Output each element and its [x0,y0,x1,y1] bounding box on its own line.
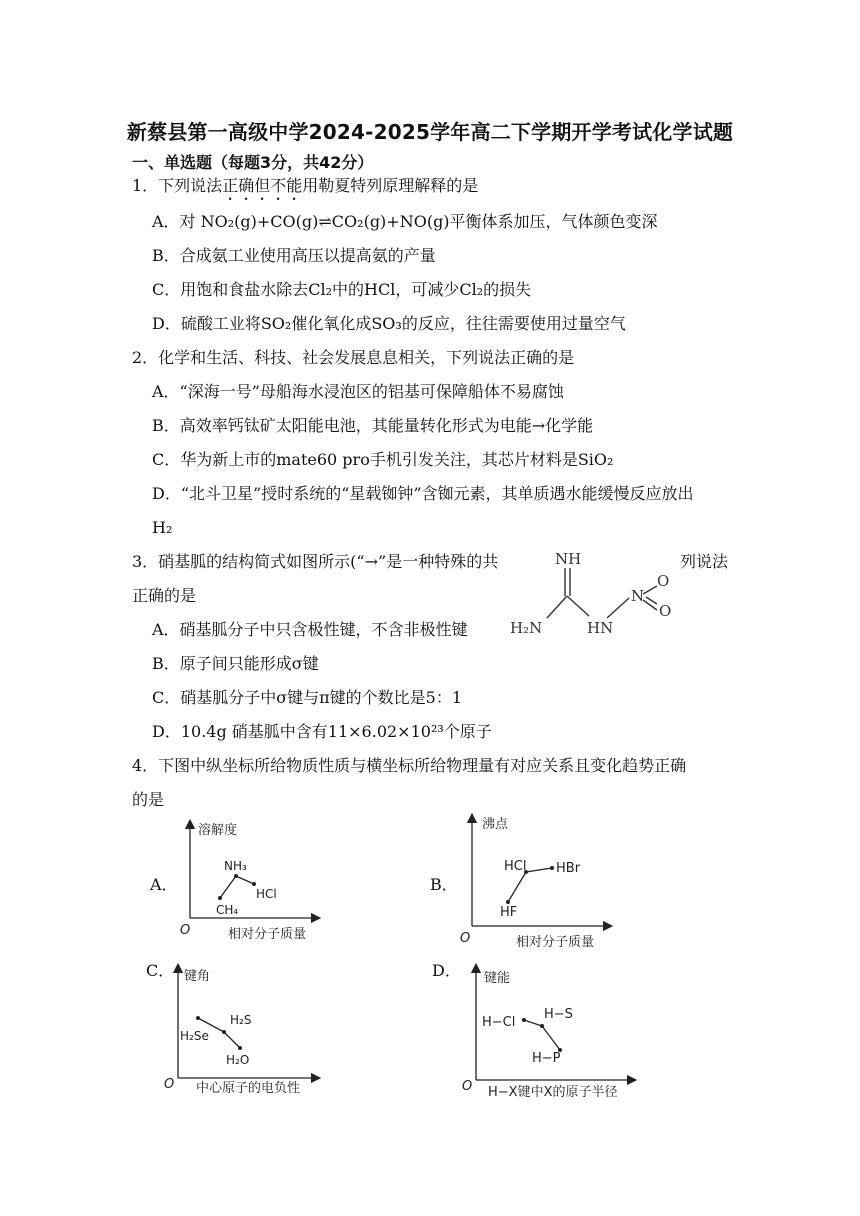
chart-d-label: D． [432,961,461,980]
chart-a-point-nh3 [234,874,238,878]
chart-c-xlabel: 中心原子的电负性 [196,1081,301,1096]
chart-a-xlabel: 相对分子质量 [228,927,307,942]
chart-a-label-hcl: HCl [256,887,277,901]
question-4-stem-line2: 的是 [132,790,165,809]
chart-c-point-h2s [222,1030,226,1034]
nitroguanidine-structure [505,544,675,644]
chart-b-label: B． [430,875,458,894]
question-2-option-c: C．华为新上市的mate60 pro手机引发关注，其芯片材料是SiO₂ [152,450,614,469]
chart-d-point-hs [540,1024,544,1028]
structure-label-h2n: H₂N [510,619,543,637]
chart-d-point-hcl [522,1018,526,1022]
chart-d-ylabel: 键能 [484,971,511,986]
chart-a-point-ch4 [218,896,222,900]
chart-c-label-h2se: H₂Se [180,1029,209,1043]
chart-a-label: A． [150,875,178,894]
chart-b-label-hcl: HCl [504,859,527,874]
question-2-option-d-continued: H₂ [152,518,173,537]
chart-c-origin: O [164,1077,175,1092]
chart-b [452,812,622,956]
chart-a-point-hcl [252,882,256,886]
chart-d-label-hp: H−P [532,1051,561,1066]
chart-b-label-hbr: HBr [556,861,581,876]
chart-c-label-h2s: H₂S [230,1013,252,1027]
chart-d-origin: O [462,1079,473,1094]
chart-c-point-h2se [196,1016,200,1020]
chart-b-point-hbr [550,866,554,870]
chart-d [456,962,646,1106]
chart-b-ylabel: 沸点 [482,817,509,832]
question-1-option-d: D．硫酸工业将SO₂催化氧化成SO₃的反应，往往需要使用过量空气 [152,314,626,333]
question-2-option-a: A．“深海一号”母船海水浸泡区的铝基可保障船体不易腐蚀 [152,382,564,401]
structure-label-n: N [631,587,645,605]
structure-label-hn: HN [587,619,614,637]
chart-a [172,818,332,952]
chart-c-ylabel: 键角 [184,969,211,984]
structure-label-o-bottom: O [659,602,672,620]
structure-label-o-top: O [657,572,670,590]
chart-a-origin: O [180,923,191,938]
chart-d-xlabel: H−X键中X的原子半径 [488,1085,618,1100]
section-heading: 一、单选题（每题3分，共42分） [132,153,374,172]
chart-a-label-ch4: CH₄ [216,903,239,917]
chart-b-label-hf: HF [500,905,518,920]
chart-a-ylabel: 溶解度 [198,823,238,838]
chart-d-label-hcl: H−Cl [482,1015,516,1030]
question-1-stem: 1．下列说法正确但不能用勒夏特列原理解释的是 [132,176,479,195]
chart-b-xlabel: 相对分子质量 [516,935,595,950]
question-1-option-b: B．合成氨工业使用高压以提高氨的产量 [152,246,436,265]
question-1-option-c: C．用饱和食盐水除去Cl₂中的HCl，可减少Cl₂的损失 [152,280,532,299]
chart-c-label: C． [146,961,175,980]
question-2-option-d: D．“北斗卫星”授时系统的“星载铷钟”含铷元素，其单质遇水能缓慢反应放出 [152,484,694,503]
question-1-option-a: A．对 NO₂(g)+CO(g)⇌CO₂(g)+NO(g)平衡体系加压，气体颜色变深 [152,212,658,231]
chart-c [160,962,330,1106]
chart-c-point-h2o [238,1046,242,1050]
question-3-stem-line1: 3．硝基胍的结构简式如图所示(“→”是一种特殊的共 [132,552,499,571]
question-4-stem-line1: 4．下图中纵坐标所给物质性质与横坐标所给物理量有对应关系且变化趋势正确 [132,756,687,775]
chart-b-origin: O [460,931,471,946]
structure-label-nh: NH [555,550,582,568]
question-2-option-b: B．高效率钙钛矿太阳能电池，其能量转化形式为电能→化学能 [152,416,594,435]
chart-a-label-nh3: NH₃ [224,859,247,873]
question-2-stem: 2．化学和生活、科技、社会发展息息相关，下列说法正确的是 [132,348,575,367]
question-3-option-d: D．10.4g 硝基胍中含有11×6.02×10²³个原子 [152,722,492,741]
chart-b-point-hf [506,900,510,904]
question-3-stem-line2: 正确的是 [132,586,197,605]
chart-c-label-h2o: H₂O [226,1053,250,1067]
exam-title: 新蔡县第一高级中学2024-2025学年高二下学期开学考试化学试题 [126,120,734,144]
question-3-option-c: C．硝基胍分子中σ键与π键的个数比是5：1 [152,688,463,707]
chart-d-label-hs: H−S [544,1007,573,1022]
question-3-stem-line1-right: 列说法 [680,552,729,571]
question-3-option-b: B．原子间只能形成σ键 [152,654,319,673]
question-3-option-a: A．硝基胍分子中只含极性键，不含非极性键 [152,620,468,639]
